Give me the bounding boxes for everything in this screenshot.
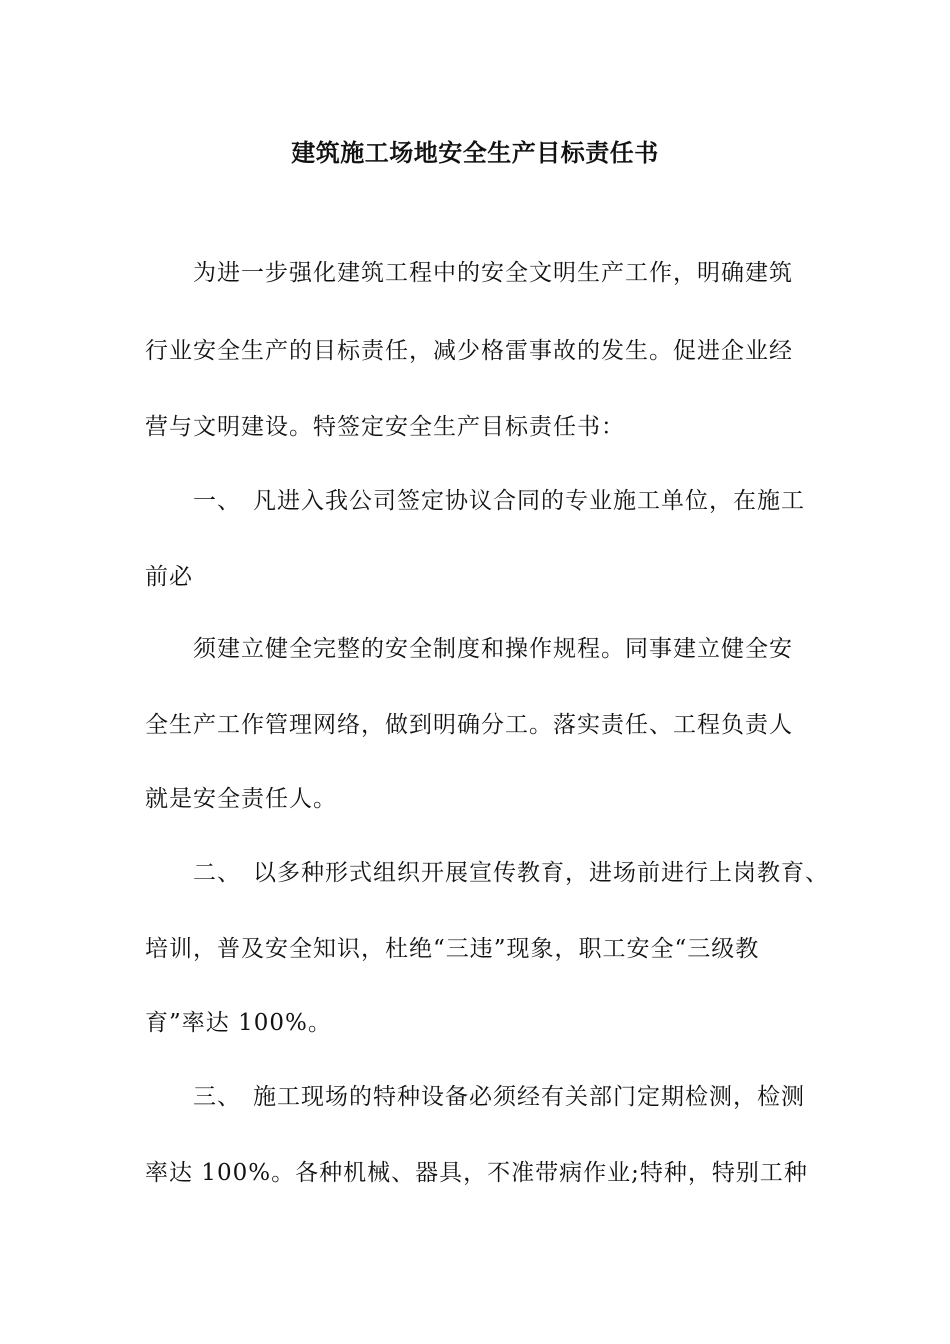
- section-text: 以多种形式组织开展宣传教育，进场前进行上岗教育、: [253, 860, 829, 886]
- section-number: 三、: [193, 1084, 241, 1110]
- paragraph-line: 营与文明建设。特签定安全生产目标责任书：: [145, 414, 625, 440]
- section-text: 施工现场的特种设备必须经有关部门定期检测，检测: [253, 1084, 805, 1110]
- paragraph-line: 须建立健全完整的安全制度和操作规程。同事建立健全安: [193, 636, 793, 662]
- paragraph-line: 培训，普及安全知识，杜绝“三违”现象，职工安全“三级教: [145, 936, 760, 962]
- paragraph-line: 前必: [145, 564, 193, 590]
- section-number: 一、: [193, 488, 241, 514]
- section-three-line: [193, 1080, 805, 1114]
- paragraph-line: 为进一步强化建筑工程中的安全文明生产工作，明确建筑: [193, 260, 793, 286]
- paragraph-line: 率达 100%。各种机械、器具，不准带病作业;特种，特别工种: [145, 1160, 808, 1186]
- paragraph-line: 育”率达 100%。: [145, 1010, 332, 1036]
- section-text: 凡进入我公司签定协议合同的专业施工单位，在施工: [253, 488, 805, 514]
- section-one-line: [193, 484, 805, 518]
- paragraph-line: 行业安全生产的目标责任，减少格雷事故的发生。促进企业经: [145, 338, 793, 364]
- section-two-line: [193, 856, 829, 890]
- section-number: 二、: [193, 860, 241, 886]
- paragraph-line: 全生产工作管理网络，做到明确分工。落实责任、工程负责人: [145, 712, 793, 738]
- paragraph-line: 就是安全责任人。: [145, 786, 337, 812]
- document-title: 建筑施工场地安全生产目标责任书: [291, 138, 659, 167]
